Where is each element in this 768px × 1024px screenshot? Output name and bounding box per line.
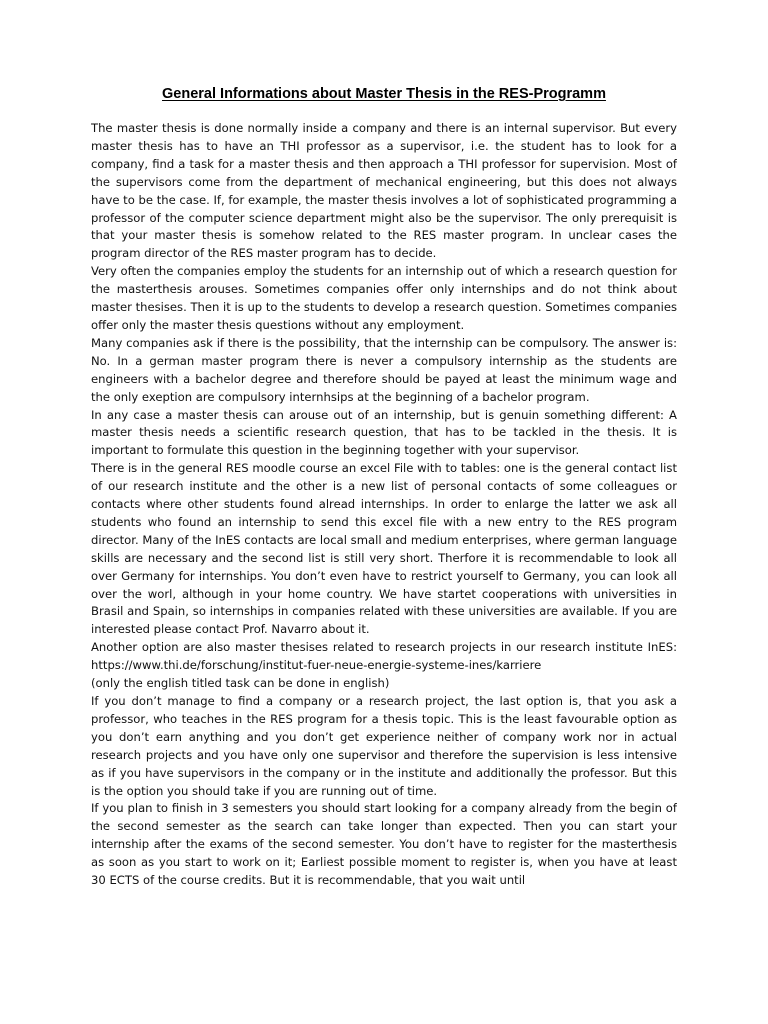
paragraph-timeline: If you plan to finish in 3 semesters you should start looking for a company already from the begin of the second semester as the search can take longer than expected. Then you can start your internship after the exams of the second semester. You don’t have to register for the masterthesis as soon as you start to work on it; Earliest possible moment to register is, when you have at least 30 ECTS of the course credits. But it is recommendable, that you wait until [91,801,677,888]
paragraph-research-projects: Another option are also master thesises related to research projects in our research institute InES: https://www.thi.de/forschung/institut-fuer-neue-energie-systeme-ines/karriere [91,640,677,673]
paragraph-compulsory-internship: Many companies ask if there is the possibility, that the internship can be compulsory. The answer is: No. In a german master program there is never a compulsory internship as the students are engineers with a bachelor degree and therefore should be payed at least the minimum wage and the only exeption are compulsory internhsips at the beginning of a bachelor program. [91,335,677,404]
paragraph-research-question: In any case a master thesis can arouse out of an internship, but is genuin something different: A master thesis needs a scientific research question, that has to be tackled in the thesis. It is important to formulate this question in the beginning together with your supervisor. [91,407,677,458]
paragraph-contact-lists: There is in the general RES moodle course an excel File with to tables: one is the general contact list of our research institute and the other is a new list of personal contacts of some colleagues or contacts where other students found alread internships. In order to enlarge the latter we ask all students who found an internship to send this excel file with a new entry to the RES program director. Many of the InES contacts are local small and medium enterprises, where german language skills are necessary and the second list is still very short. Therfore it is recommendable to look all over Germany for internships. You don’t even have to restrict yourself to Germany, you can look all over the worl, although in your home country. We have startet cooperations with universities in Brasil and Spain, so internships in companies related with these universities are available. If you are interested please contact Prof. Navarro about it. [91,461,677,637]
document-body [91,120,677,1020]
page-title: General Informations about Master Thesis in the RES-Programm [162,86,606,102]
paragraph-supervision: The master thesis is done normally inside a company and there is an internal supervisor. But every master thesis has to have an THI professor as a supervisor, i.e. the student has to look for a company, find a task for a master thesis and then approach a THI professor for supervision. Most of the supervisors come from the department of mechanical engineering, but this does not always have to be the case. If, for example, the master thesis involves a lot of sophisticated programming a professor of the computer science department might also be the supervisor. The only prerequisit is that your master thesis is somehow related to the RES master program. In unclear cases the program director of the RES master program has to decide. [91,121,677,261]
paragraph-internships: Very often the companies employ the students for an internship out of which a research question for the masterthesis arouses. Sometimes companies offer only internships and do not think about master thesises. Then it is up to the students to develop a research question. Sometimes companies offer only the master thesis questions without any employment. [91,264,677,332]
paragraph-english-note: (only the english titled task can be done in english) [91,676,390,691]
paragraph-last-option: If you don’t manage to find a company or a research project, the last option is, that you ask a professor, who teaches in the RES program for a thesis topic. This is the least favourable option as you don’t earn anything and you don’t get experience neither of company work nor in actual research projects and you have only one supervisor and therefore the supervision is less intensive as if you have supervisors in the company or in the institute and additionally the professor. But this is the option you should take if you are running out of time. [91,694,677,798]
